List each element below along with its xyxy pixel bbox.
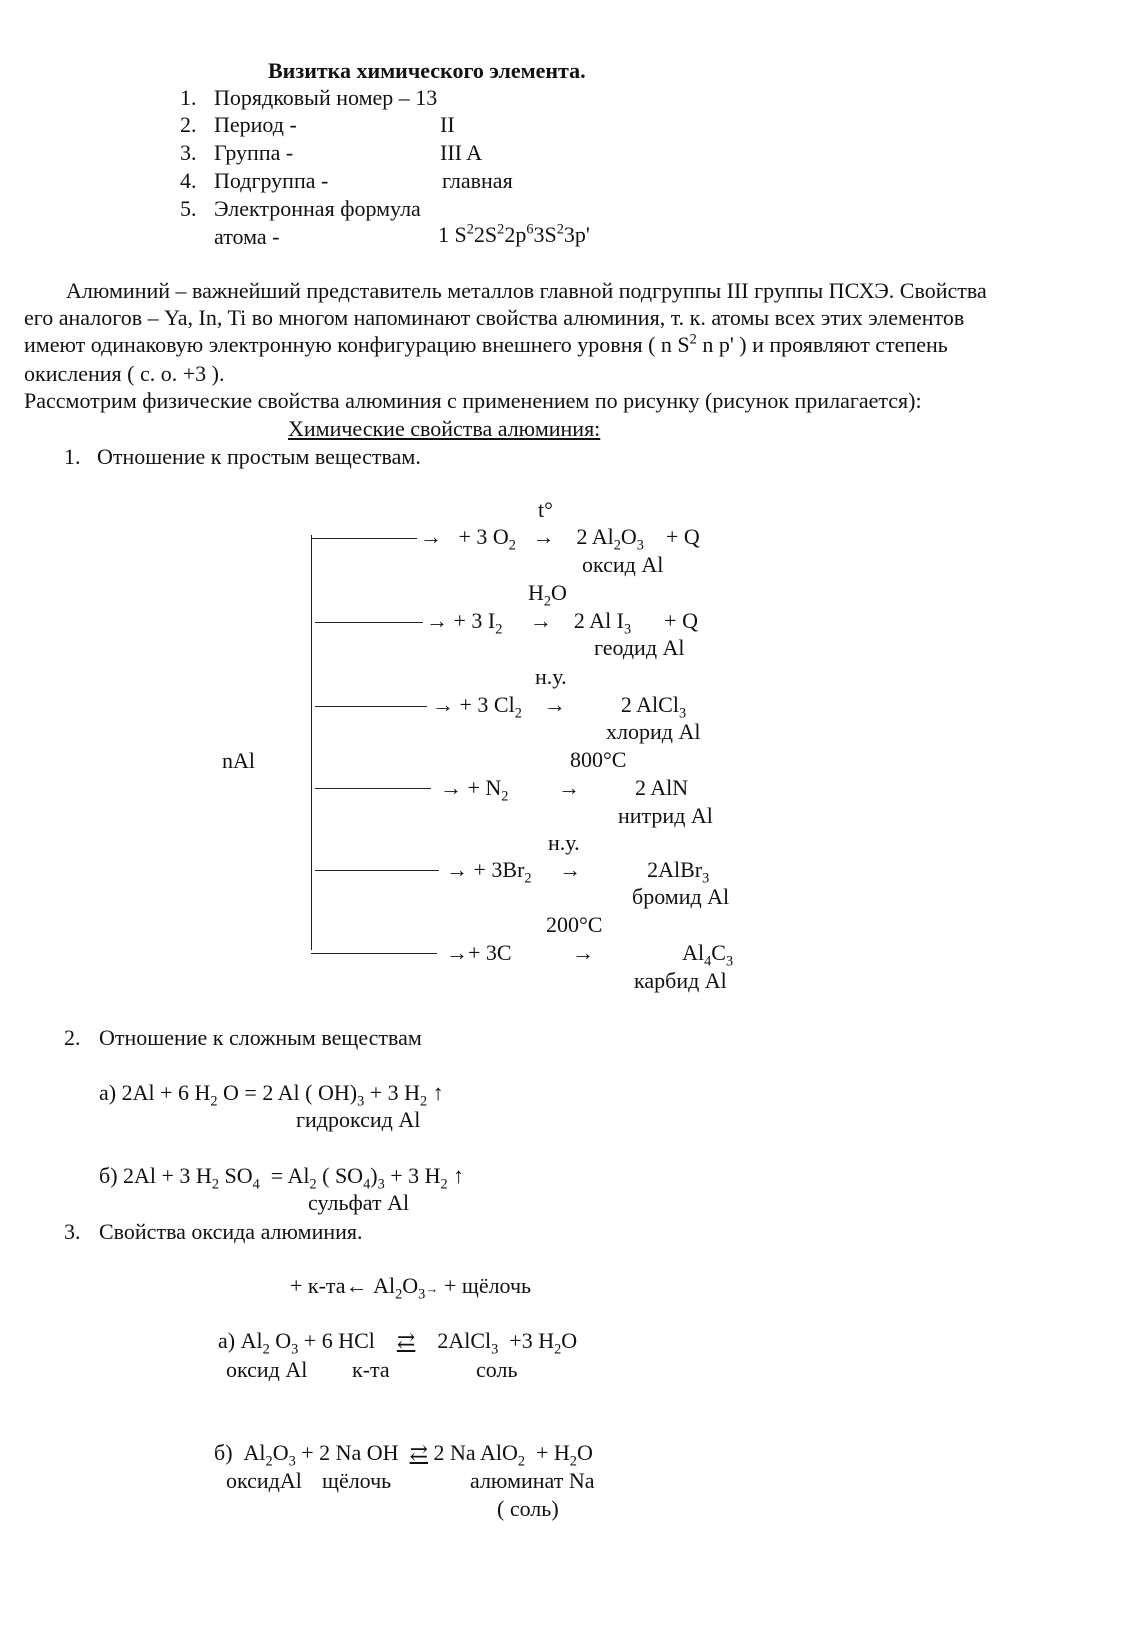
section-number: 3.: [64, 1219, 81, 1244]
condition-label: 800°C: [570, 747, 627, 772]
card-item-label: Подгруппа -: [214, 168, 329, 193]
condition-label: $H_2O$: [528, 580, 567, 610]
intro-line: имеют одинаковую электронную конфигурацию внешнего уровня ( n $S^2$ n p' ) и проявляют степень: [24, 331, 948, 357]
section-title: Свойства оксида алюминия.: [99, 1219, 363, 1244]
intro-line: его аналогов – Ya, In, Ti во многом напоминают свойства алюминия, т. к. атомы всех этих элементов: [24, 305, 965, 330]
card-item-num: 5.: [180, 196, 197, 221]
product-name: алюминат Na: [470, 1468, 595, 1493]
scheme-bracket: [311, 535, 312, 950]
card-item-value: III A: [440, 140, 483, 165]
chem-properties-heading: Химические свойства алюминия:: [288, 416, 601, 441]
product-name: нитрид Al: [618, 803, 713, 828]
card-title: Визитка химического элемента.: [268, 58, 586, 83]
reactant-name: оксидAl: [226, 1468, 302, 1493]
branch-line: [315, 622, 423, 623]
intro-line: Алюминий – важнейший представитель металлов главной подгруппы III группы ПСХЭ. Свойства: [66, 278, 987, 303]
card-item-value: главная: [442, 168, 513, 193]
atom-label: атома -: [214, 224, 280, 249]
condition-label: 200°C: [546, 912, 603, 937]
reaction-equation: б) 2Al + 3 $H_2$ $SO_4 = Al_2$ ( $SO_4)_3 + 3$ $H_2$ ↑: [99, 1163, 465, 1193]
product-name: гидроксид Al: [296, 1107, 421, 1132]
product-name: ( соль): [497, 1496, 559, 1521]
reaction-line: →+ 3C → $Al_4C_3$: [446, 940, 734, 970]
reaction-equation: а) $Al_2$ $O_3 + 6$ HCl ⇄ 2AlCl$_3$ +3 $H_2O$: [218, 1328, 578, 1358]
condition-label: н.у.: [535, 664, 567, 689]
branch-line: [315, 870, 439, 871]
product-name: хлорид Al: [606, 719, 701, 744]
intro-line: окисления ( с. о. +3 ).: [24, 361, 225, 386]
reactant-name: к-та: [352, 1357, 390, 1382]
card-item-num: 4.: [180, 168, 197, 193]
section-number: 2.: [64, 1025, 81, 1050]
product-name: геодид Al: [594, 635, 685, 660]
reactant-name: оксид Al: [226, 1357, 308, 1382]
section-title: Отношение к простым веществам.: [97, 444, 421, 469]
branch-line: [315, 706, 427, 707]
intro-line: Рассмотрим физические свойства алюминия с применением по рисунку (рисунок прилагается):: [24, 388, 922, 413]
card-item-label: Период -: [214, 112, 297, 137]
reactant-label: nAl: [222, 748, 255, 773]
oxide-scheme: + к-та← $Al_2O_3\to$ + щёлочь: [290, 1273, 532, 1303]
product-name: бромид Al: [632, 884, 730, 909]
reaction-equation: а) 2Al + 6 $H_2$ O = 2 Al ( $OH)_3 + 3$ $H_2$ ↑: [99, 1080, 444, 1110]
reaction-line: → + 3 $Cl_2$ → 2 AlCl$_3$: [432, 692, 687, 722]
card-item-value: II: [440, 112, 455, 137]
card-item-label: Электронная формула: [214, 196, 421, 221]
branch-line: [315, 788, 431, 789]
section-number: 1.: [64, 444, 81, 469]
condition-label: t°: [538, 497, 553, 522]
condition-label: н.у.: [548, 830, 580, 855]
branch-line: [311, 953, 437, 954]
card-item-label: Группа -: [214, 140, 294, 165]
branch-line: [311, 538, 417, 539]
reactant-name: щёлочь: [322, 1468, 392, 1493]
reaction-equation: б) $Al_2O_3 + 2$ Na OH ⇄ 2 Na $AlO_2 + H_2O$: [214, 1440, 593, 1470]
reaction-line: → + 3 $I_2$ → 2 Al $I_3$ + Q: [426, 608, 698, 638]
reaction-line: → + $3Br_2$ → 2AlBr$_3$: [446, 857, 710, 887]
card-item-num: 1.: [180, 85, 197, 110]
reaction-line: → + $N_2$ → 2 AlN: [440, 775, 689, 805]
product-name: карбид Al: [634, 968, 727, 993]
card-item-label: Порядковый номер – 13: [214, 85, 438, 110]
section-title: Отношение к сложным веществам: [99, 1025, 422, 1050]
product-name: соль: [476, 1357, 518, 1382]
product-name: сульфат Al: [308, 1190, 410, 1215]
electron-formula: 1 $S^22S^22p^63S^23p'$: [438, 221, 590, 247]
card-item-num: 3.: [180, 140, 197, 165]
product-name: оксид Al: [582, 552, 664, 577]
reaction-line: → + 3 $O_2$ → 2 $Al_2O_3$ + Q: [420, 524, 700, 554]
card-item-num: 2.: [180, 112, 197, 137]
